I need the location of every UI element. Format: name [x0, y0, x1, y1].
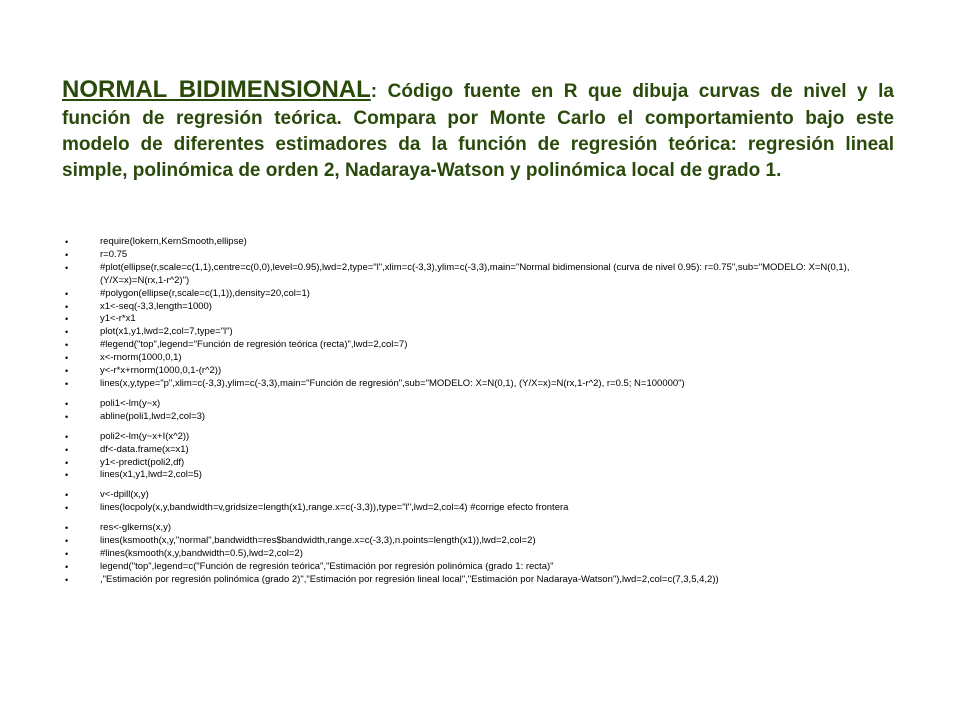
code-line: • poli2<-lm(y~x+I(x^2))	[62, 431, 912, 444]
title-heading: NORMAL BIDIMENSIONAL	[62, 76, 371, 103]
code-line: • #legend("top",legend="Función de regresión teórica (recta)",lwd=2,col=7)	[62, 339, 912, 352]
code-line: • y<-r*x+rnorm(1000,0,1-(r^2))	[62, 365, 912, 378]
code-line: • poli1<-lm(y~x)	[62, 398, 912, 411]
code-line: • #polygon(ellipse(r,scale=c(1,1)),density=20,col=1)	[62, 288, 912, 301]
code-line: • lines(ksmooth(x,y,"normal",bandwidth=res$bandwidth,range.x=c(-3,3),n.points=length(x1)),lwd=2,col=2)	[62, 535, 912, 548]
code-line: • ,"Estimación por regresión polinómica (grado 2)","Estimación por regresión lineal local","Estimación por Nadaraya-Watson"),lwd=2,col=c(7,3,5,4,2))	[62, 574, 912, 587]
code-line: • df<-data.frame(x=x1)	[62, 444, 912, 457]
code-list	[62, 236, 912, 587]
code-line: • y1<-r*x1	[62, 313, 912, 326]
code-line: • r=0.75	[62, 249, 912, 262]
code-line: • lines(x,y,type="p",xlim=c(-3,3),ylim=c(-3,3),main="Función de regresión",sub="MODELO: X=N(0,1), (Y/X=x)=N(rx,1-r^2), r=0.5; N=100000")	[62, 378, 912, 391]
code-line: • legend("top",legend=c("Función de regresión teórica","Estimación por regresión polinómica (grado 1: recta)"	[62, 561, 912, 574]
code-line: • #plot(ellipse(r,scale=c(1,1),centre=c(0,0),level=0.95),lwd=2,type="l",xlim=c(-3,3),ylim=c(-3,3),main="Normal bidimensional (curva de nivel 0.95): r=0.75",sub="MODELO: X=N(0,1), (Y/X=x)=N(rx,1-r^2)")	[62, 262, 912, 288]
code-line: • lines(x1,y1,lwd=2,col=5)	[62, 469, 912, 482]
code-line: • lines(locpoly(x,y,bandwidth=v,gridsize=length(x1),range.x=c(-3,3)),type="l",lwd=2,col=4) #corrige efecto frontera	[62, 502, 912, 515]
slide-title	[62, 74, 894, 183]
code-line: • #lines(ksmooth(x,y,bandwidth=0.5),lwd=2,col=2)	[62, 548, 912, 561]
code-line: • abline(poli1,lwd=2,col=3)	[62, 411, 912, 424]
code-line: • x<-rnorm(1000,0,1)	[62, 352, 912, 365]
code-line: • require(lokern,KernSmooth,ellipse)	[62, 236, 912, 249]
title-separator: :	[370, 81, 378, 102]
code-line: • y1<-predict(poli2,df)	[62, 457, 912, 470]
title-text: Código fuente en R que dibuja curvas de nivel y la función de regresión teórica. Compara por Monte Carlo el comportamiento bajo este modelo de diferentes estimadores da la función de regresión teórica: regresión lineal simple, polinómica de orden 2, Nadaraya-Watson y polinómica local de grado 1.	[62, 81, 894, 181]
code-line: • plot(x1,y1,lwd=2,col=7,type="l")	[62, 326, 912, 339]
code-line: • v<-dpill(x,y)	[62, 489, 912, 502]
code-line: • res<-glkerns(x,y)	[62, 522, 912, 535]
code-line: • x1<-seq(-3,3,length=1000)	[62, 301, 912, 314]
